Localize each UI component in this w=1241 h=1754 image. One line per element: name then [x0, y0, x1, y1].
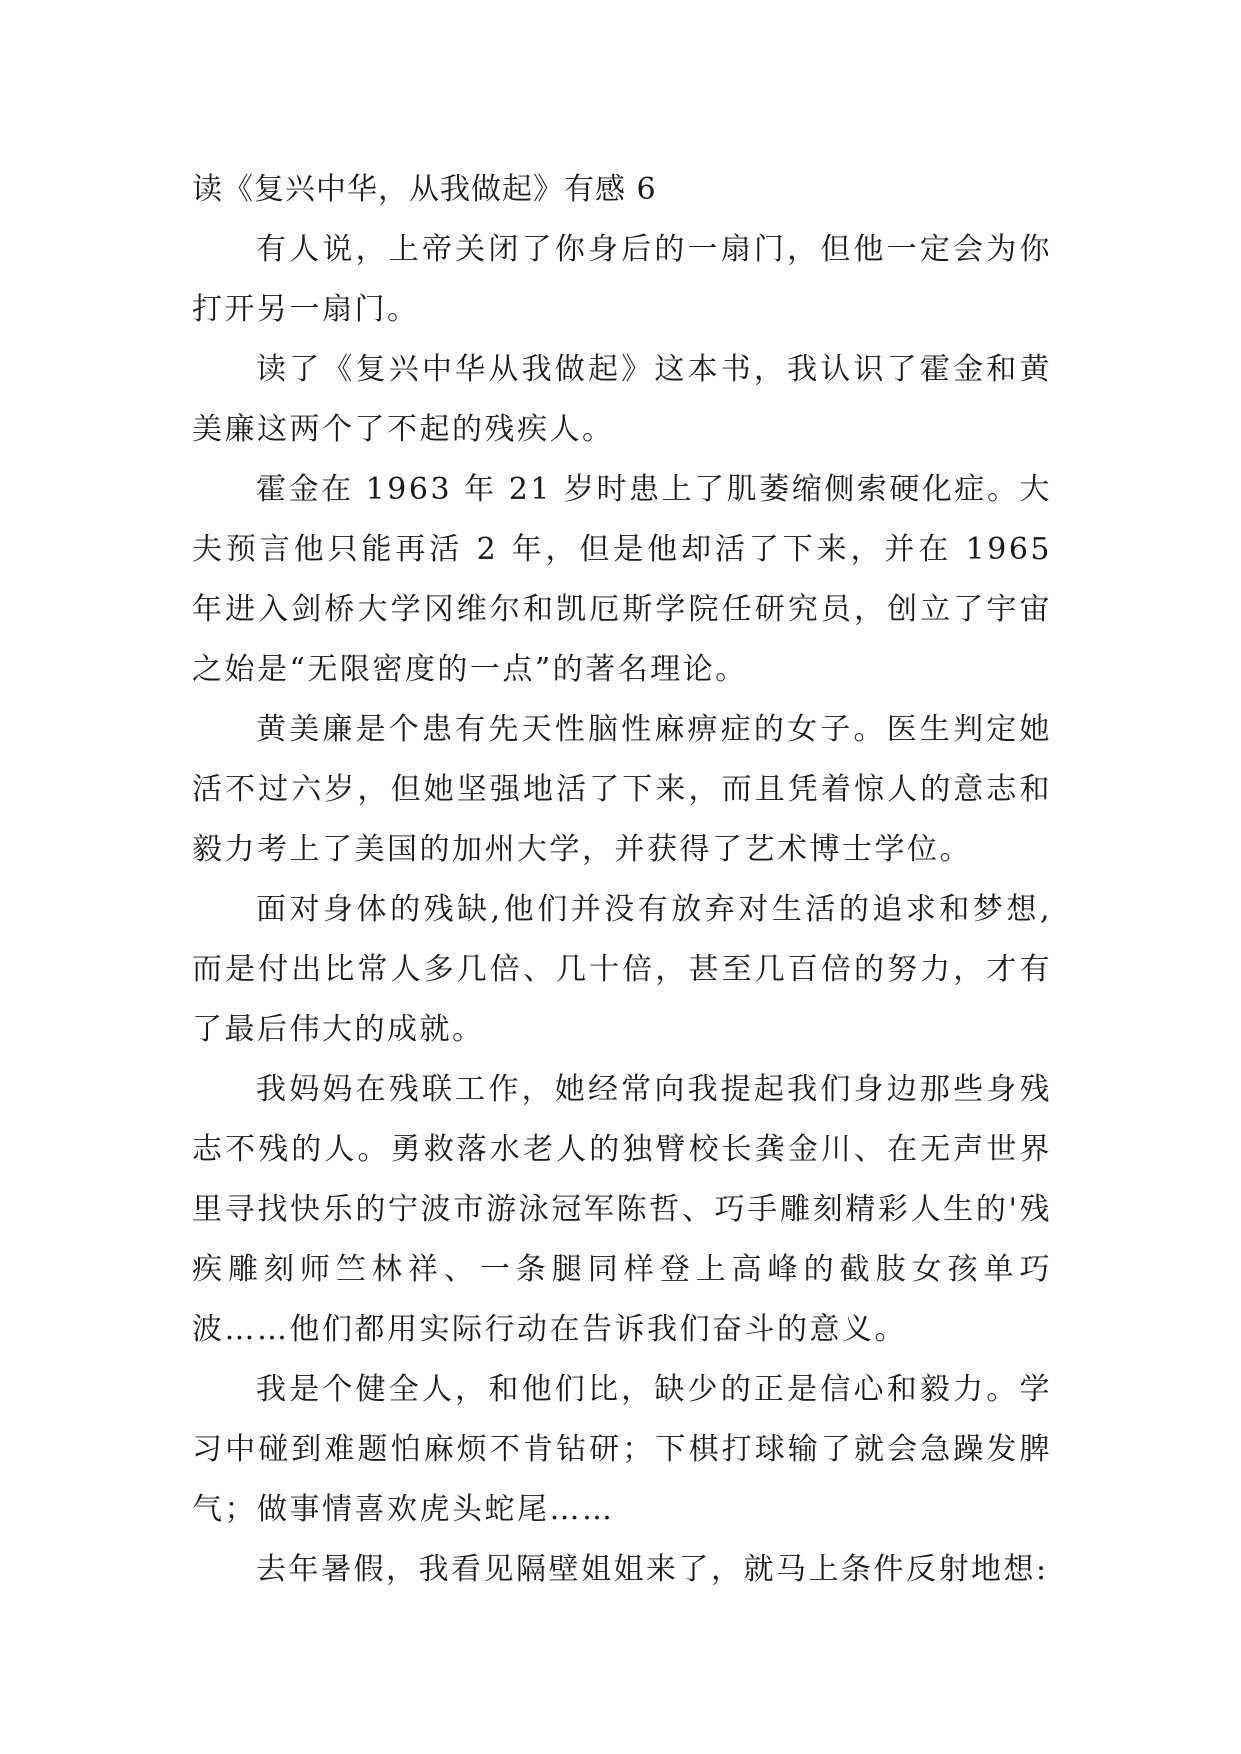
paragraph-7: 我是个健全人，和他们比，缺少的正是信心和毅力。学习中碰到难题怕麻烦不肯钻研；下棋打球输了就会急躁发脾气；做事情喜欢虎头蛇尾…… — [192, 1372, 1052, 1527]
paragraph-3: 霍金在 1963 年 21 岁时患上了肌萎缩侧索硬化症。大夫预言他只能再活 2 年，但是他却活了下来，并在 1965 年进入剑桥大学冈维尔和凯厄斯学院任研究员，创立了宇宙之始是“无限密度的一点”的著名理论。 — [192, 472, 1052, 687]
paragraph-4: 黄美廉是个患有先天性脑性麻痹症的女子。医生判定她活不过六岁，但她坚强地活了下来，而且凭着惊人的意志和毅力考上了美国的加州大学，并获得了艺术博士学位。 — [192, 712, 1052, 867]
paragraph-5: 面对身体的残缺,他们并没有放弃对生活的追求和梦想,而是付出比常人多几倍、几十倍，甚至几百倍的努力，才有了最后伟大的成就。 — [192, 892, 1052, 1047]
paragraph-6: 我妈妈在残联工作，她经常向我提起我们身边那些身残志不残的人。勇救落水老人的独臂校长龚金川、在无声世界里寻找快乐的宁波市游泳冠军陈哲、巧手雕刻精彩人生的'残疾雕刻师竺林祥、一条腿同样登上高峰的截肢女孩单巧波……他们都用实际行动在告诉我们奋斗的意义。 — [192, 1072, 1052, 1347]
paragraph-2: 读了《复兴中华从我做起》这本书，我认识了霍金和黄美廉这两个了不起的残疾人。 — [192, 352, 1052, 447]
document-body — [192, 160, 1052, 1600]
paragraph-8: 去年暑假，我看见隔壁姐姐来了，就马上条件反射地想: — [256, 1552, 1049, 1587]
paragraph-1: 有人说，上帝关闭了你身后的一扇门，但他一定会为你打开另一扇门。 — [192, 232, 1052, 327]
document-title: 读《复兴中华，从我做起》有感 6 — [192, 172, 657, 207]
